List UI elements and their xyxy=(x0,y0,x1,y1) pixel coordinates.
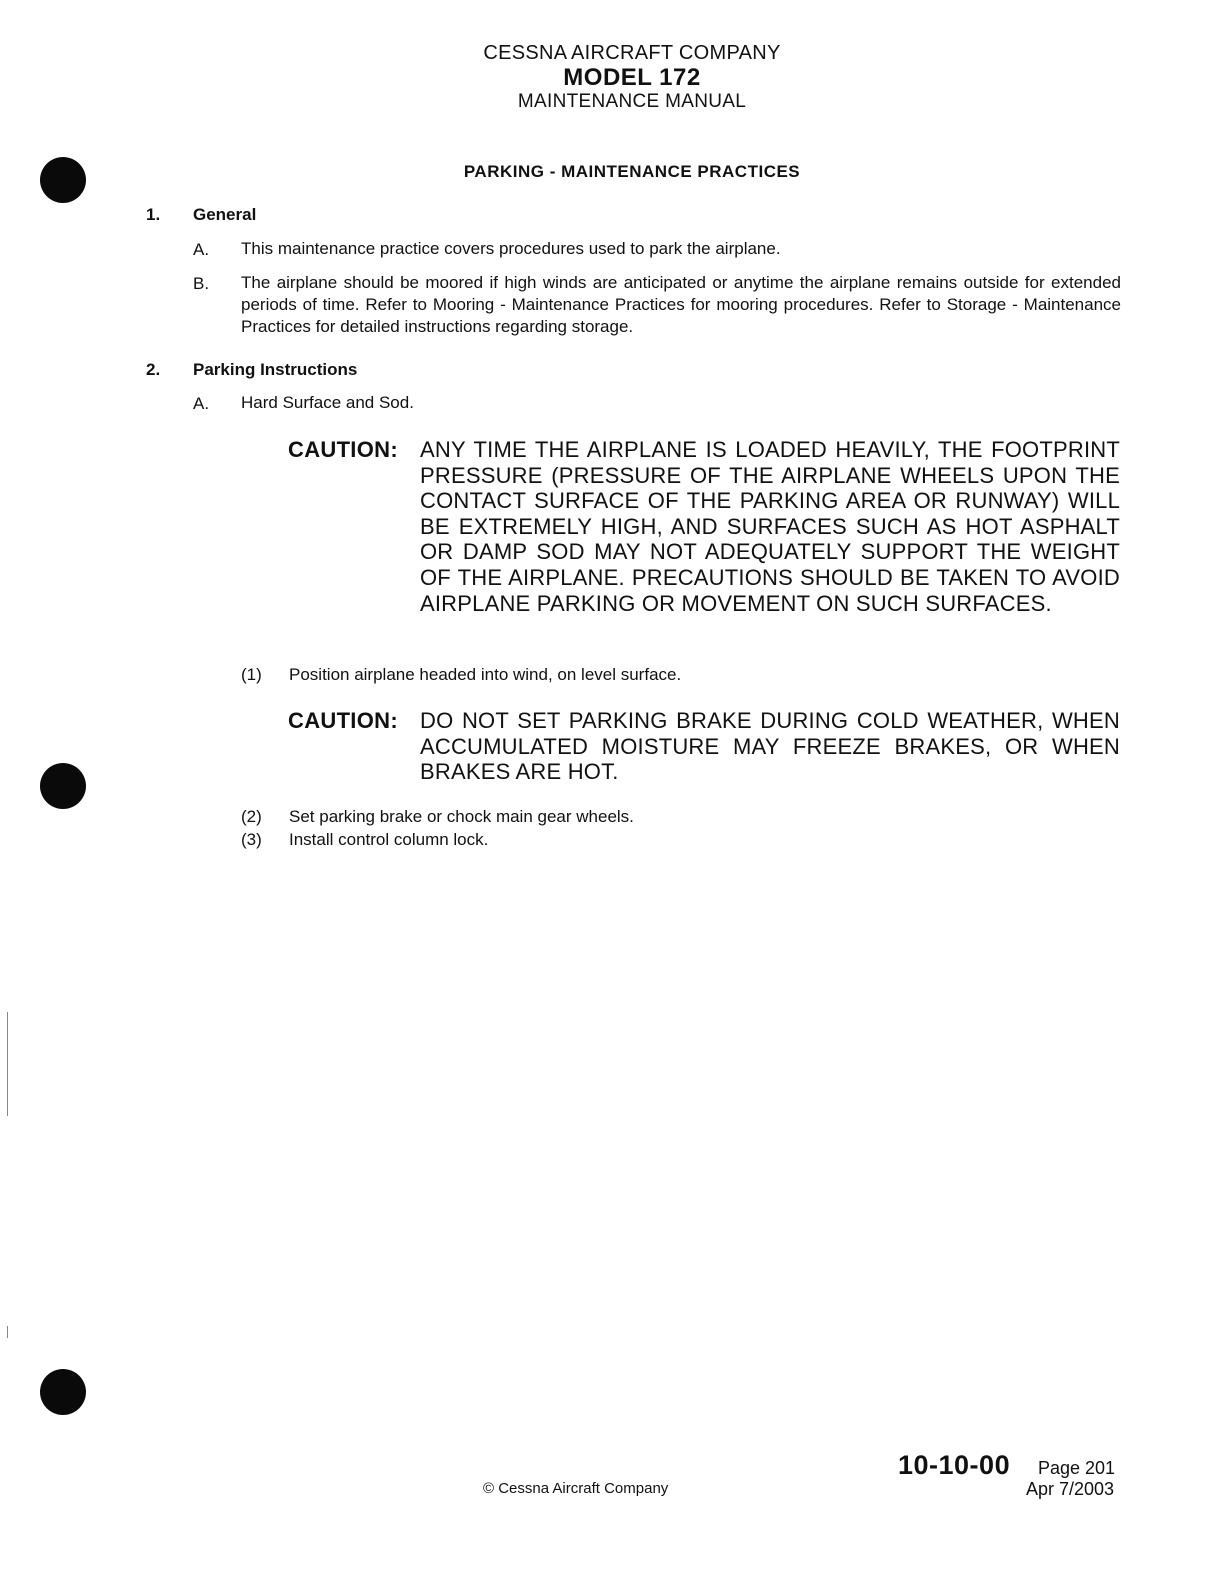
item-text: This maintenance practice covers procedures used to park the airplane. xyxy=(241,239,781,258)
item-text: Hard Surface and Sod. xyxy=(241,393,414,412)
step-number: (3) xyxy=(241,830,262,849)
footer-page: Page 201 xyxy=(1038,1458,1116,1478)
item-text: The airplane should be moored if high winds are anticipated or anytime the airplane remains outside for extended periods of time. Refer to Mooring - Maintenance Practices for mooring procedures. Refer to Storage - Maintenance Practices for detailed instructions regarding storage. xyxy=(241,273,1121,336)
header-company: CESSNA AIRCRAFT COMPANY xyxy=(483,42,781,64)
step-number: (2) xyxy=(241,807,262,826)
section-heading: Parking Instructions xyxy=(193,360,358,379)
step-number: (1) xyxy=(241,665,262,684)
caution-label: CAUTION: xyxy=(288,708,398,733)
caution-text: DO NOT SET PARKING BRAKE DURING COLD WEATHER, WHEN ACCUMULATED MOISTURE MAY FREEZE BRAKES, OR WHEN BRAKES ARE HOT. xyxy=(420,708,1120,785)
punch-hole-bottom xyxy=(40,1369,86,1415)
item-letter: B. xyxy=(193,274,210,293)
step-text: Install control column lock. xyxy=(289,830,489,849)
footer-date: Apr 7/2003 xyxy=(1026,1479,1115,1499)
step-text: Set parking brake or chock main gear wheels. xyxy=(289,807,634,826)
footer-copyright: © Cessna Aircraft Company xyxy=(483,1480,669,1497)
punch-hole-middle xyxy=(40,763,86,809)
step-text: Position airplane headed into wind, on level surface. xyxy=(289,665,682,684)
section-number: 1. xyxy=(146,205,161,224)
header-model: MODEL 172 xyxy=(563,64,701,91)
footer-section-code: 10-10-00 xyxy=(898,1450,1011,1480)
caution-label: CAUTION: xyxy=(288,437,398,462)
caution-text: ANY TIME THE AIRPLANE IS LOADED HEAVILY, THE FOOTPRINT PRESSURE (PRESSURE OF THE AIRPLANE WHEELS UPON THE CONTACT SURFACE OF THE PARKING AREA OR RUNWAY) WILL BE EXTREMELY HIGH, AND SURFACES SUCH AS HOT ASPHALT OR DAMP SOD MAY NOT ADEQUATELY SUPPORT THE WEIGHT OF THE AIRPLANE. PRECAUTIONS SHOULD BE TAKEN TO AVOID AIRPLANE PARKING OR MOVEMENT ON SUCH SURFACES. xyxy=(420,437,1120,616)
section-number: 2. xyxy=(146,360,161,379)
scan-mark xyxy=(7,1326,8,1338)
header-manual: MAINTENANCE MANUAL xyxy=(517,91,747,112)
scan-mark xyxy=(7,1012,8,1116)
item-letter: A. xyxy=(193,240,210,259)
item-letter: A. xyxy=(193,394,210,413)
section-heading: General xyxy=(193,205,257,224)
page-title: PARKING - MAINTENANCE PRACTICES xyxy=(463,162,801,181)
